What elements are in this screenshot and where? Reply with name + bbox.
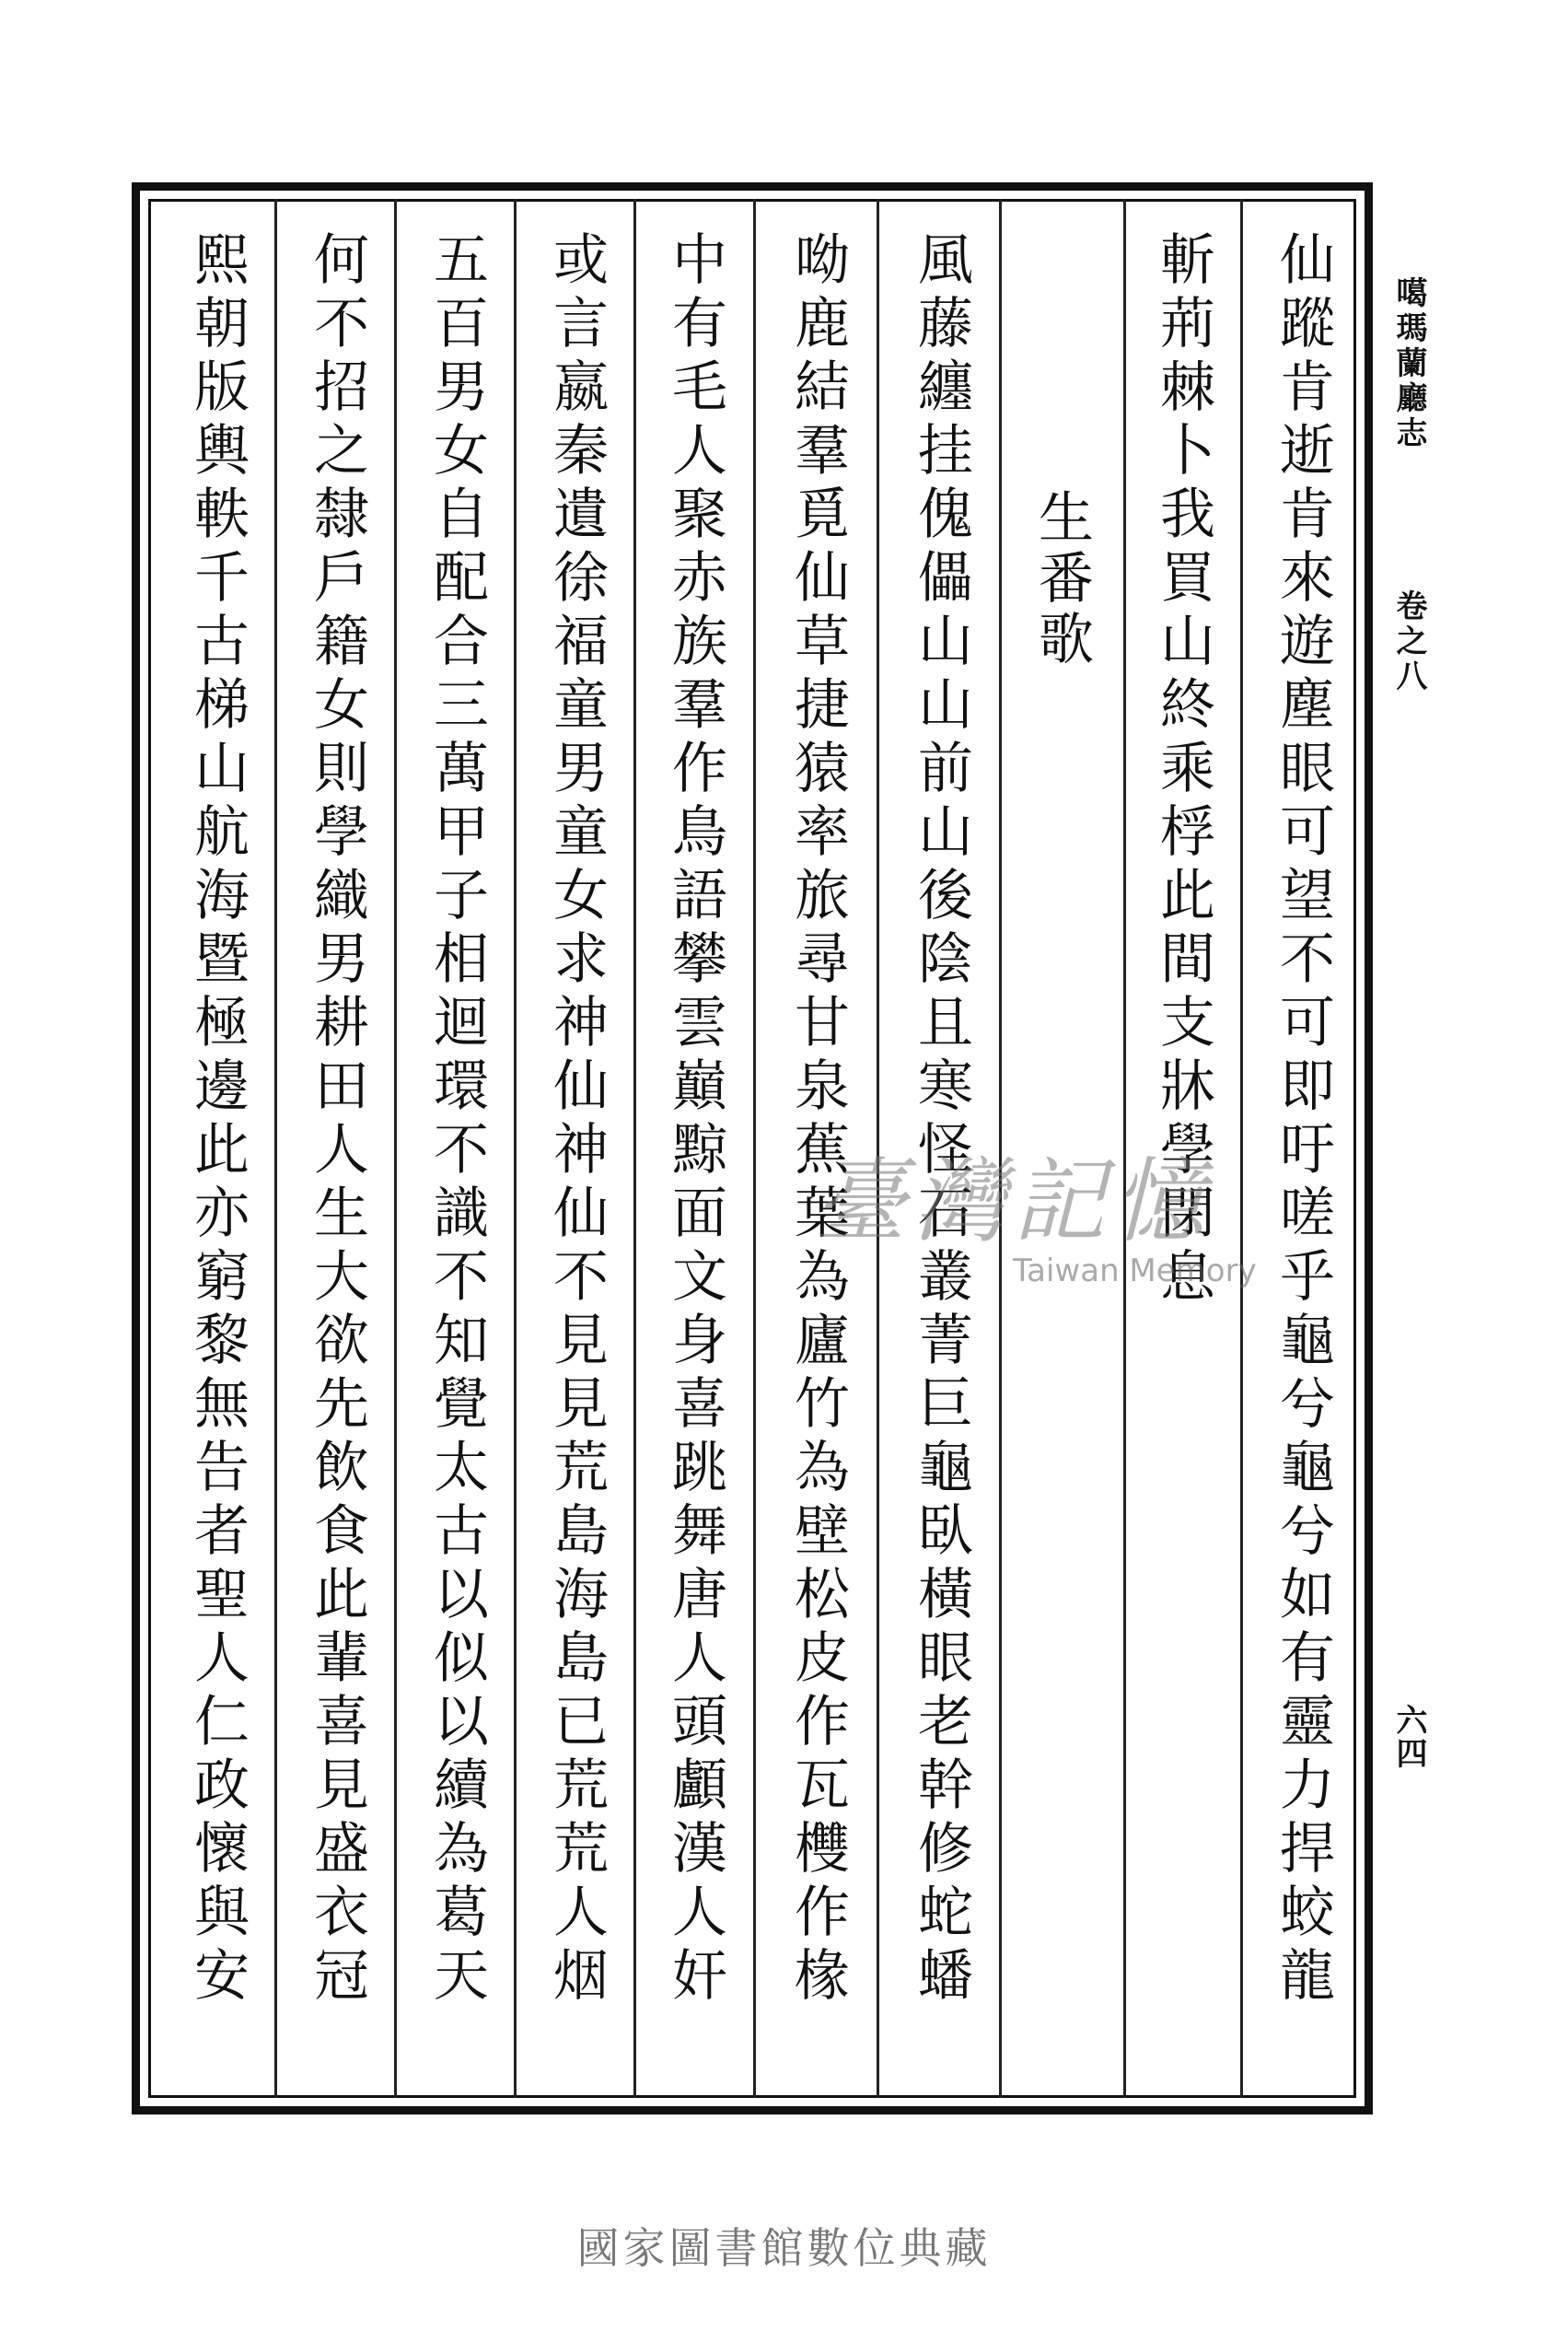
- column-rule: [394, 199, 397, 2098]
- column-rule: [514, 199, 517, 2098]
- text-column-6: 中有毛人聚赤族羣作鳥語攀雲巔黥面文身喜跳舞唐人頭顱漢人奸: [663, 230, 727, 2010]
- text-column-4: 風藤纏挂傀儡山山前山後陰且寒怪石叢菁巨龜臥橫眼老幹修蛇蟠: [909, 230, 973, 2010]
- column-rule: [1240, 199, 1243, 2098]
- watermark-english: Taiwan Memory: [1013, 1252, 1257, 1289]
- column-rule: [274, 199, 277, 2098]
- margin-volume: 卷之八: [1390, 589, 1427, 694]
- poem-title: 生番歌: [1029, 488, 1094, 670]
- text-column-7: 或言嬴秦遺徐福童男童女求神仙神仙不見見荒島海島已荒荒人烟: [544, 230, 609, 2010]
- text-column-5: 呦鹿結羣覓仙草捷猿率旅尋甘泉蕉葉為廬竹為壁松皮作瓦欆作椽: [785, 230, 850, 2010]
- column-rule: [1123, 199, 1126, 2098]
- text-column-1: 仙蹤肯逝肯來遊塵眼可望不可即吁嗟乎龜兮龜兮如有靈力捍蛟龍: [1271, 230, 1335, 2010]
- column-rule: [999, 199, 1002, 2098]
- watermark-logo-text: 臺灣記憶: [814, 1148, 1212, 1255]
- column-rule: [753, 199, 756, 2098]
- column-rule: [877, 199, 879, 2098]
- margin-page-number: 六四: [1390, 1704, 1427, 1770]
- text-column-10: 熙朝版輿軼千古梯山航海暨極邊此亦窮黎無告者聖人仁政懷與安: [185, 230, 250, 2010]
- footer-credit: 國家圖書館數位典藏: [576, 2223, 992, 2273]
- margin-book-title: 噶瑪蘭廳志: [1390, 276, 1427, 451]
- text-column-9: 何不招之隸戶籍女則學織男耕田人生大欲先飲食此輩喜見盛衣冠: [305, 230, 369, 2010]
- column-rule: [633, 199, 636, 2098]
- text-column-2: 斬荊棘卜我買山終乘桴此間支牀學閉息: [1151, 230, 1215, 1311]
- text-column-8: 五百男女自配合三萬甲子相迴環不識不知覺太古以似以續為葛天: [424, 230, 489, 2010]
